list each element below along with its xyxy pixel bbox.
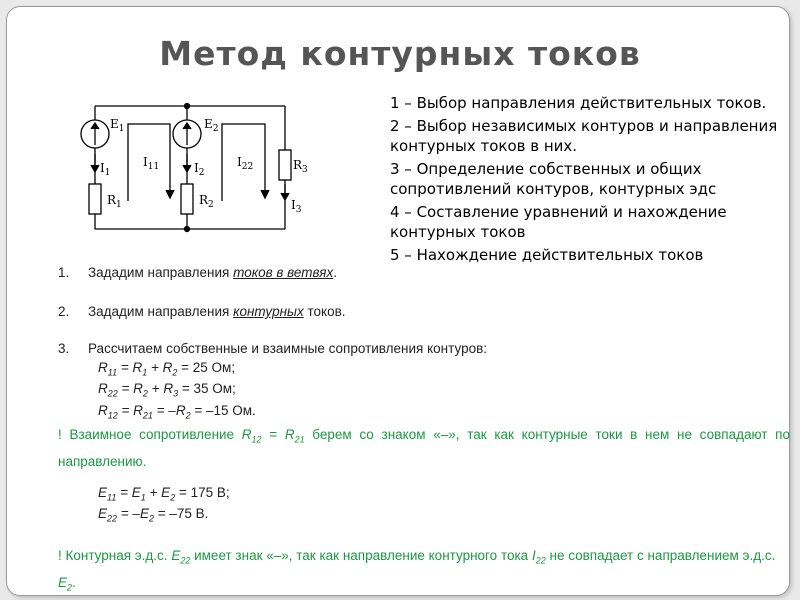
equation-r12: $R_{12} = R_{21} = -R_2 = -15$ Ом. [98,403,256,421]
i3-arrowhead-icon [281,193,289,200]
branch-currents-link[interactable]: токов в ветвях [233,265,334,280]
label-r3: $R_3$ [293,158,308,175]
step-1: 1 – Выбор направления действительных токов. [390,94,767,112]
note-loop-emf: ! Контурная э.д.с. $E_{22}$ имеет знак «–», так как направление контурного тока $I_{22}$ не совпадает с направлением э.д.с. $E_2$. [58,548,776,593]
step-3: 3 – Определение собственных и общих сопротивлений контуров, контурных эдс [390,160,717,198]
label-i1: $I_1$ [100,161,111,178]
slide-title: Метод контурных токов [159,34,641,73]
label-r2: $R_2$ [199,193,214,210]
r3-resistor [279,150,291,180]
step-2: 2 – Выбор независимых контуров и направления контурных токов в них. [390,117,778,155]
equation-r11: $R_{11} = R_1 + R_2 = 25$ Ом; [98,360,236,378]
label-i2: $I_2$ [194,161,205,178]
step-5: 5 – Нахождение действительных токов [390,246,704,264]
junction-dot-top [185,104,190,109]
label-i22: $I_{22}$ [237,155,254,172]
item-2: 2. Зададим направления контурных токов. [58,304,346,319]
label-e1: $E_1$ [110,117,125,134]
equation-e22: $E_{22} = -E_2 = -75$ В. [98,506,209,524]
item-3: 3. Рассчитаем собственные и взаимные сопротивления контуров: [58,341,488,356]
label-i3: $I_3$ [291,198,302,215]
loop-currents-link[interactable]: контурных [233,304,304,319]
label-r1: $R_1$ [107,193,122,210]
equation-r22: $R_{22} = R_2 + R_3 = 35$ Ом; [98,381,236,399]
circuit-diagram [70,96,308,236]
method-steps-list [390,93,790,268]
loop-i11-arrowhead-icon [166,190,174,198]
step-4: 4 – Составление уравнений и нахождение контурных токов [390,203,727,241]
i2-arrowhead-icon [183,165,191,172]
note-mutual-resistance: ! Взаимное сопротивление $R_{12} = R_{21}$ берем со знаком «–», так как контурные токи в нем не совпадают по направлению. [58,427,790,469]
equation-e11: $E_{11} = E_1 + E_2 = 175$ В; [98,485,230,503]
loop-i22-arrowhead-icon [261,190,269,198]
i1-arrowhead-icon [91,165,99,172]
r2-resistor [181,184,193,214]
label-e2: $E_2$ [204,117,219,134]
junction-dot-bottom [185,227,190,232]
item-1: 1. Зададим направления токов в ветвях. [58,265,338,280]
r1-resistor [89,184,101,214]
label-i11: $I_{11}$ [143,155,160,172]
